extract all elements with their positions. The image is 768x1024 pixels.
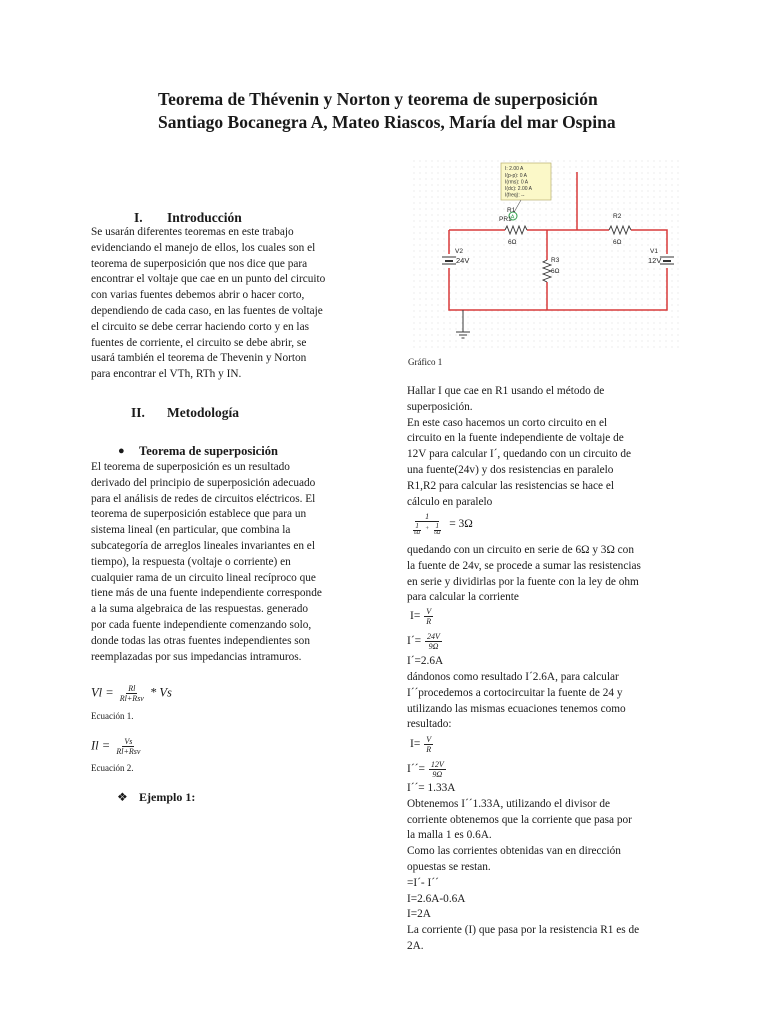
result-1: I´=2.6A	[407, 655, 444, 667]
r2-value: 6Ω	[613, 239, 622, 246]
parallel-term-a-den: 6Ω	[414, 531, 421, 536]
ohm1-numerator: V	[426, 607, 432, 616]
probe-line: I: 2.00 A	[505, 166, 524, 172]
section-method-number: II.	[131, 405, 145, 420]
right-paragraph-a	[407, 384, 707, 510]
text-line: sistema lineal (en particular, que combina la	[91, 524, 291, 537]
eq1-numerator: Rl	[128, 684, 136, 693]
text-line: el circuito se debe cerrar haciendo corto y en las	[91, 320, 309, 333]
r1-value: 6Ω	[508, 239, 517, 246]
text-line: opuestas se restan.	[407, 860, 491, 873]
text-line: para encontrar el VTh, RTh y IN.	[91, 368, 242, 381]
text-line: derivado del principio de superposición adecuado	[91, 476, 316, 489]
text-line: I=2.6A-0.6A	[407, 892, 466, 905]
right-paragraph-c	[407, 670, 707, 733]
section-intro-title: Introducción	[167, 210, 242, 225]
text-line: =I´- I´´	[407, 876, 439, 889]
parallel-term-a	[412, 522, 422, 537]
text-line: circuito en la fuente independiente de voltaje de	[407, 432, 624, 445]
text-line: I´´= 1.33A	[407, 782, 456, 794]
text-line: la malla 1 es 0.6A.	[407, 829, 492, 842]
text-line: en serie y dividirlas por la fuente con la ley de ohm	[407, 575, 639, 588]
pr1-label: PR1	[499, 216, 512, 223]
parallel-numerator: 1	[415, 512, 439, 522]
circuit-diagram	[413, 160, 683, 350]
text-line: evidenciando el manejo de ellos, los cuales son el	[91, 241, 316, 254]
text-line: dándonos como resultado I´2.6A, para calcular	[407, 671, 619, 683]
text-line: con varias fuentes debemos abrir o hacer corto,	[91, 289, 305, 302]
text-line: cualquier rama de un circuito lineal recíproco que	[91, 571, 316, 584]
ohm4-numerator: 12V	[430, 760, 444, 769]
probe-line: I(dc): 2.00 A	[505, 186, 532, 192]
eq2-numerator: Vs	[124, 737, 133, 746]
ohm1-fraction	[424, 607, 433, 626]
ohm4-denominator: 9Ω	[432, 770, 443, 779]
paper-authors: Santiago Bocanegra A, Mateo Riascos, María del mar Ospina	[158, 112, 616, 132]
diamond-bullet-icon: ❖	[117, 790, 128, 804]
eq2-caption: Ecuación 2.	[91, 763, 134, 773]
text-line: I´´procedemos a cortocircuitar la fuente de 24 y	[407, 686, 623, 699]
text-line: resultado:	[407, 718, 452, 731]
ohm4-lhs: I´´=	[407, 763, 425, 776]
text-line: fuentes de corriente, el circuito se debe abrir, se	[91, 336, 307, 349]
text-line: tiene más de una fuente independiente corresponde	[91, 587, 322, 600]
ohm-equation-4	[407, 760, 447, 779]
parallel-equation	[408, 512, 473, 537]
text-line: superposición.	[407, 400, 473, 413]
text-line: donde todas las otras fuentes independientes son	[91, 634, 310, 647]
text-line: La corriente (I) que pasa por la resistencia R1 es de	[407, 924, 640, 937]
right-paragraph-d	[407, 781, 707, 955]
text-line: la fuente de 24v, se procede a sumar las resistencias	[407, 559, 641, 572]
eq1-caption: Ecuación 1.	[91, 711, 134, 721]
parallel-result: = 3Ω	[449, 518, 473, 531]
text-line: por cada fuente independiente comenzando solo,	[91, 618, 312, 631]
text-line: tiempo), la respuesta (voltaje o corriente) en	[91, 555, 291, 568]
ohm3-numerator: V	[426, 735, 432, 744]
example-title: Ejemplo 1:	[139, 790, 196, 804]
text-line: quedando con un circuito en serie de 6Ω y 3Ω con	[407, 544, 634, 556]
text-line: dependiendo de cada caso, en las fuentes de voltaje	[91, 304, 323, 317]
text-line: encontrar el voltaje que cae en un punto del circuito	[91, 273, 326, 286]
eq1-denominator: Rl+Rsv	[119, 694, 144, 703]
text-line: cálculo en paralelo	[407, 495, 493, 508]
equation-1	[91, 684, 172, 703]
eq1-tail: * Vs	[149, 685, 172, 700]
eq2-denominator: Rl+Rsv	[116, 747, 141, 756]
parallel-term-b	[432, 522, 442, 537]
text-line: teorema de superposición que nos dice que para	[91, 257, 308, 270]
text-line: subcategoría de arreglos lineales invariantes en el	[91, 539, 315, 552]
text-line: Se usarán diferentes teoremas en este trabajo	[91, 226, 294, 238]
text-line: El teorema de superposición es un resultado	[91, 461, 290, 473]
ohm-equation-1	[410, 607, 434, 626]
text-line: reemplazadas por sus impedancias intramuros.	[91, 650, 302, 663]
ohm-equation-3	[410, 735, 434, 754]
ohm2-lhs: I´=	[407, 635, 422, 648]
r3-label: R3	[551, 257, 560, 264]
eq2-lhs: Il =	[91, 738, 111, 753]
figure-caption: Gráfico 1	[408, 357, 443, 367]
paper-title: Teorema de Thévenin y Norton y teorema de superposición	[158, 89, 598, 109]
v1-value: 12V	[648, 256, 662, 265]
ohm3-lhs: I=	[410, 738, 421, 751]
probe-line: I(rms): 0 A	[505, 179, 529, 186]
eq2-fraction	[114, 737, 142, 756]
ohm3-denominator: R	[426, 745, 432, 754]
ohm-equation-2	[407, 632, 443, 651]
ohm3-fraction	[424, 735, 433, 754]
text-line: para el análisis de redes de circuitos eléctricos. El	[91, 492, 316, 505]
parallel-term-b-den: 6Ω	[434, 531, 441, 536]
bullet-dot-icon: ●	[118, 445, 125, 457]
r3-value: 6Ω	[551, 268, 560, 275]
equation-2	[91, 737, 143, 756]
eq1-fraction	[118, 684, 146, 703]
ohm1-denominator: R	[426, 617, 432, 626]
text-line: 2A.	[407, 939, 424, 952]
r2-label: R2	[613, 213, 622, 220]
text-line: corriente obtenemos que la corriente que pasa por	[407, 813, 632, 826]
text-line: una fuente(24v) y dos resistencias en paralelo	[407, 463, 614, 476]
r1-label: R1	[507, 207, 516, 214]
parallel-term-b-num: 1	[435, 522, 439, 530]
method-paragraph	[91, 460, 391, 665]
text-line: Obtenemos I´´1.33A, utilizando el divisor de	[407, 797, 610, 810]
text-line: En este caso hacemos un corto circuito en el	[407, 416, 608, 429]
parallel-fraction	[409, 512, 445, 537]
ohm4-fraction	[429, 760, 446, 779]
subsection-title: Teorema de superposición	[139, 444, 278, 458]
parallel-denominator	[409, 522, 445, 537]
v2-value: 24V	[456, 256, 470, 265]
parallel-term-a-num: 1	[415, 522, 419, 530]
intro-paragraph	[91, 225, 391, 383]
v1-label: V1	[650, 248, 658, 255]
right-paragraph-b	[407, 543, 707, 606]
probe-marker-label: A	[510, 214, 515, 221]
ohm2-denominator: 9Ω	[428, 642, 439, 651]
text-line: 12V para calcular I´, quedando con un circuito de	[407, 448, 632, 461]
ohm1-lhs: I=	[410, 610, 421, 623]
probe-line: I(p-p): 0 A	[505, 173, 527, 179]
text-line: usará también el teorema de Thevenin y Norton	[91, 352, 307, 365]
text-line: utilizando las mismas ecuaciones tenemos como	[407, 702, 626, 715]
text-line: a la suma algebraica de las respuestas. generado	[91, 603, 309, 616]
text-line: Como las corrientes obtenidas van en dirección	[407, 845, 621, 858]
parallel-plus: +	[425, 526, 430, 532]
text-line: Hallar I que cae en R1 usando el método de	[407, 385, 605, 397]
text-line: R1,R2 para calcular las resistencias se hace el	[407, 479, 615, 492]
text-line: teorema de superposición establece que para un	[91, 508, 307, 521]
eq1-lhs: Vl =	[91, 685, 114, 700]
ohm2-fraction	[425, 632, 442, 651]
probe-line: I(freq): --	[505, 192, 525, 199]
section-intro-number: I.	[134, 210, 143, 225]
text-line: para calcular la corriente	[407, 591, 519, 604]
ohm2-numerator: 24V	[427, 632, 440, 641]
text-line: I=2A	[407, 908, 431, 921]
section-method-title: Metodología	[167, 405, 239, 420]
v2-label: V2	[455, 248, 463, 255]
